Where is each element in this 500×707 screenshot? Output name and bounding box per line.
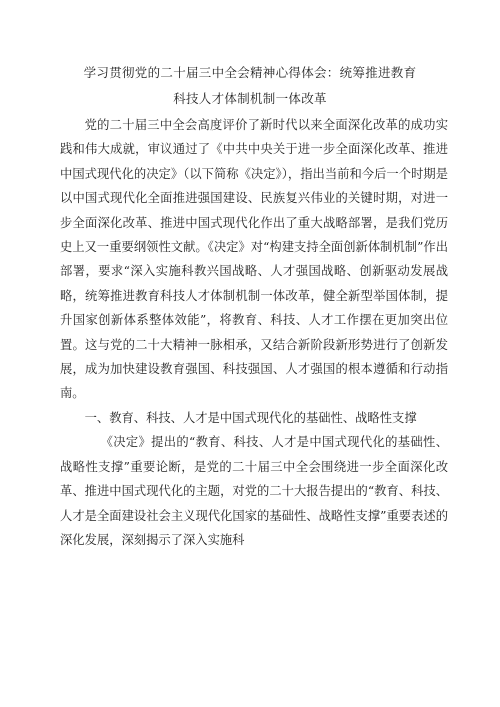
document-body [60,113,448,552]
title-line-2: 科技人才体制机制一体改革 [173,91,327,106]
paragraph-intro: 党的二十届三中全会高度评价了新时代以来全面深化改革的成功实践和伟大成就，审议通过了《中共中央关于进一步全面深化改革、推进中国式现代化的决定》（以下简称《决定》），指出当前和今后一个时期是以中国式现代化全面推进强国建设、民族复兴伟业的关键时期，对进一步全面深化改革、推进中国式现代化作出了重大战略部署，是我们党历史上又一重要纲领性文献。《决定》对“构建支持全面创新体制机制”作出部署，要求“深入实施科教兴国战略、人才强国战略、创新驱动发展战略，统筹推进教育科技人才体制机制一体改革，健全新型举国体制，提升国家创新体系整体效能”，将教育、科技、人才工作摆在更加突出位置。这与党的二十大精神一脉相承，又结合新阶段新形势进行了创新发展，成为加快建设教育强国、科技强国、人才强国的根本遵循和行动指南。 [60,118,448,401]
paragraph-section-1: 《决定》提出的“教育、科技、人才是中国式现代化的基础性、战略性支撑”重要论断，是党的二十届三中全会围绕进一步全面深化改革、推进中国式现代化的主题，对党的二十大报告提出的“教育、科技、人才是全面建设社会主义现代化国家的基础性、战略性支撑”重要表述的深化发展，深刻揭示了深入实施科 [60,435,448,547]
section-heading-1: 一、教育、科技、人才是中国式现代化的基础性、战略性支撑 [84,410,417,425]
title-line-1: 学习贯彻党的二十届三中全会精神心得体会：统筹推进教育 [83,65,417,80]
document-title [40,60,460,112]
